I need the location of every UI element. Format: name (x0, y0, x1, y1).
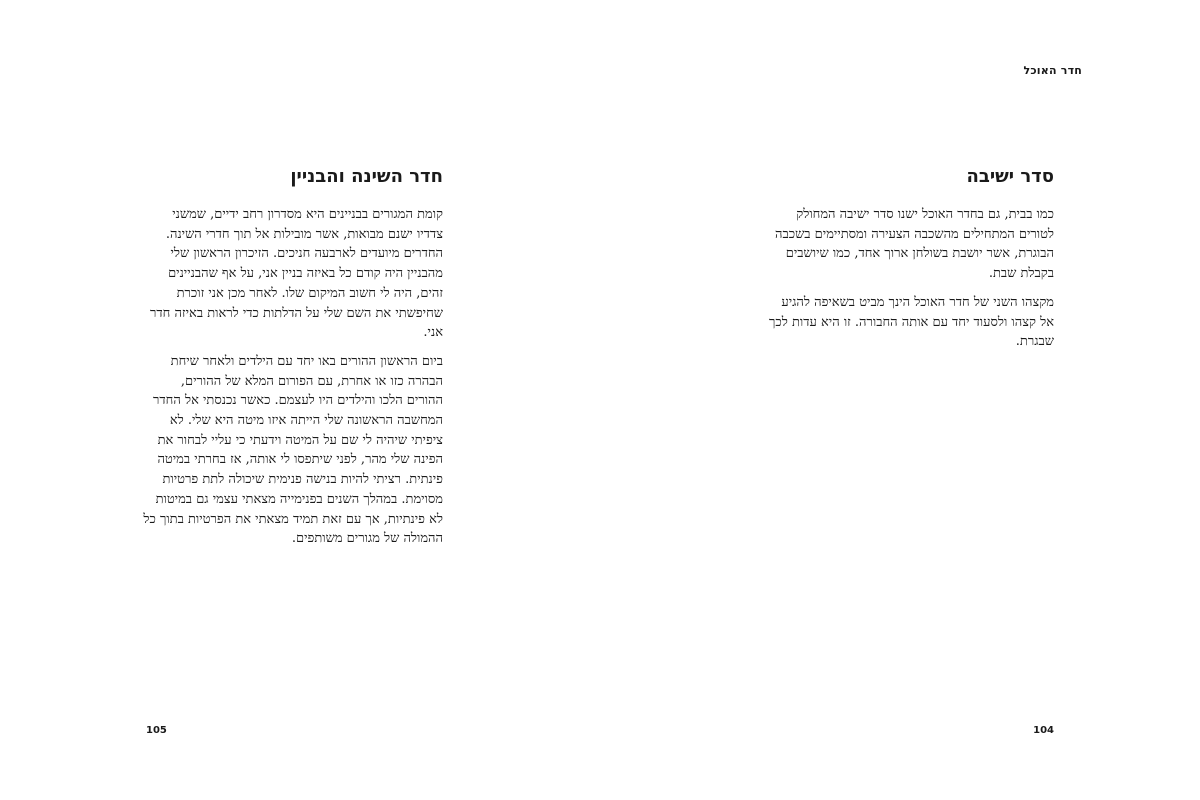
right-page-content (764, 165, 1054, 361)
paragraph: כמו בבית, גם בחדר האוכל ישנו סדר ישיבה המחולק לטורים המתחילים מהשכבה הצעירה ומסתיימים בשכבה הבוגרת, אשר יושבת בשולחן ארוך אחד, כמו שיושבים בקבלת שבת. (774, 207, 1054, 282)
running-head: חדר האוכל (1023, 64, 1082, 77)
section-heading-seating: סדר ישיבה (966, 166, 1054, 187)
left-page-content (143, 165, 443, 558)
paragraph: מקצהו השני של חדר האוכל הינך מביט בשאיפה להגיע אל קצהו ולסעוד יחד עם אותה החבורה. זו היא עדות לכך שבגרת. (769, 294, 1054, 350)
page-number-right: 104 (1033, 725, 1054, 736)
paragraph: ביום הראשון ההורים באו יחד עם הילדים ולאחר שיחת הבהרה כזו או אחרת, עם הפורום המלא של ההורים, ההורים הלכו והילדים היו לעצמם. כאשר נכנסתי אל החדר המחשבה הראשונה שלי הייתה איזו מיטה היא שלי. לא ציפיתי שיהיה לי שם על המיטה וידעתי כי עליי לבחור את הפינה שלי מהר, לפני שיתפסו לי אותה, אז בחרתי במיטה פינתית. רציתי להיות בנישה פנימית שיכולה לתת פרטיות מסוימת. במהלך השנים בפנימייה מצאתי עצמי גם במיטות לא פינתיות, אך עם זאת תמיד מצאתי את הפרטיות בתוך כל ההמולה של מגורים משותפים. (143, 353, 443, 547)
page-number-left: 105 (146, 725, 167, 736)
paragraph: קומת המגורים בבניינים היא מסדרון רחב ידיים, שמשני צדדיו ישנם מבואות, אשר מובילות אל תוך חדרי השינה. החדרים מיועדים לארבעה חניכים. הזיכרון הראשון שלי מהבניין היה קודם כל באיזה בניין אני, על אף שהבניינים זהים, היה לי חשוב המיקום שלו. לאחר מכן אני זוכרת שחיפשתי את השם שלי על הדלתות כדי לראות באיזה חדר אני. (150, 207, 443, 341)
section-heading-bedroom: חדר השינה והבניין (290, 166, 443, 187)
